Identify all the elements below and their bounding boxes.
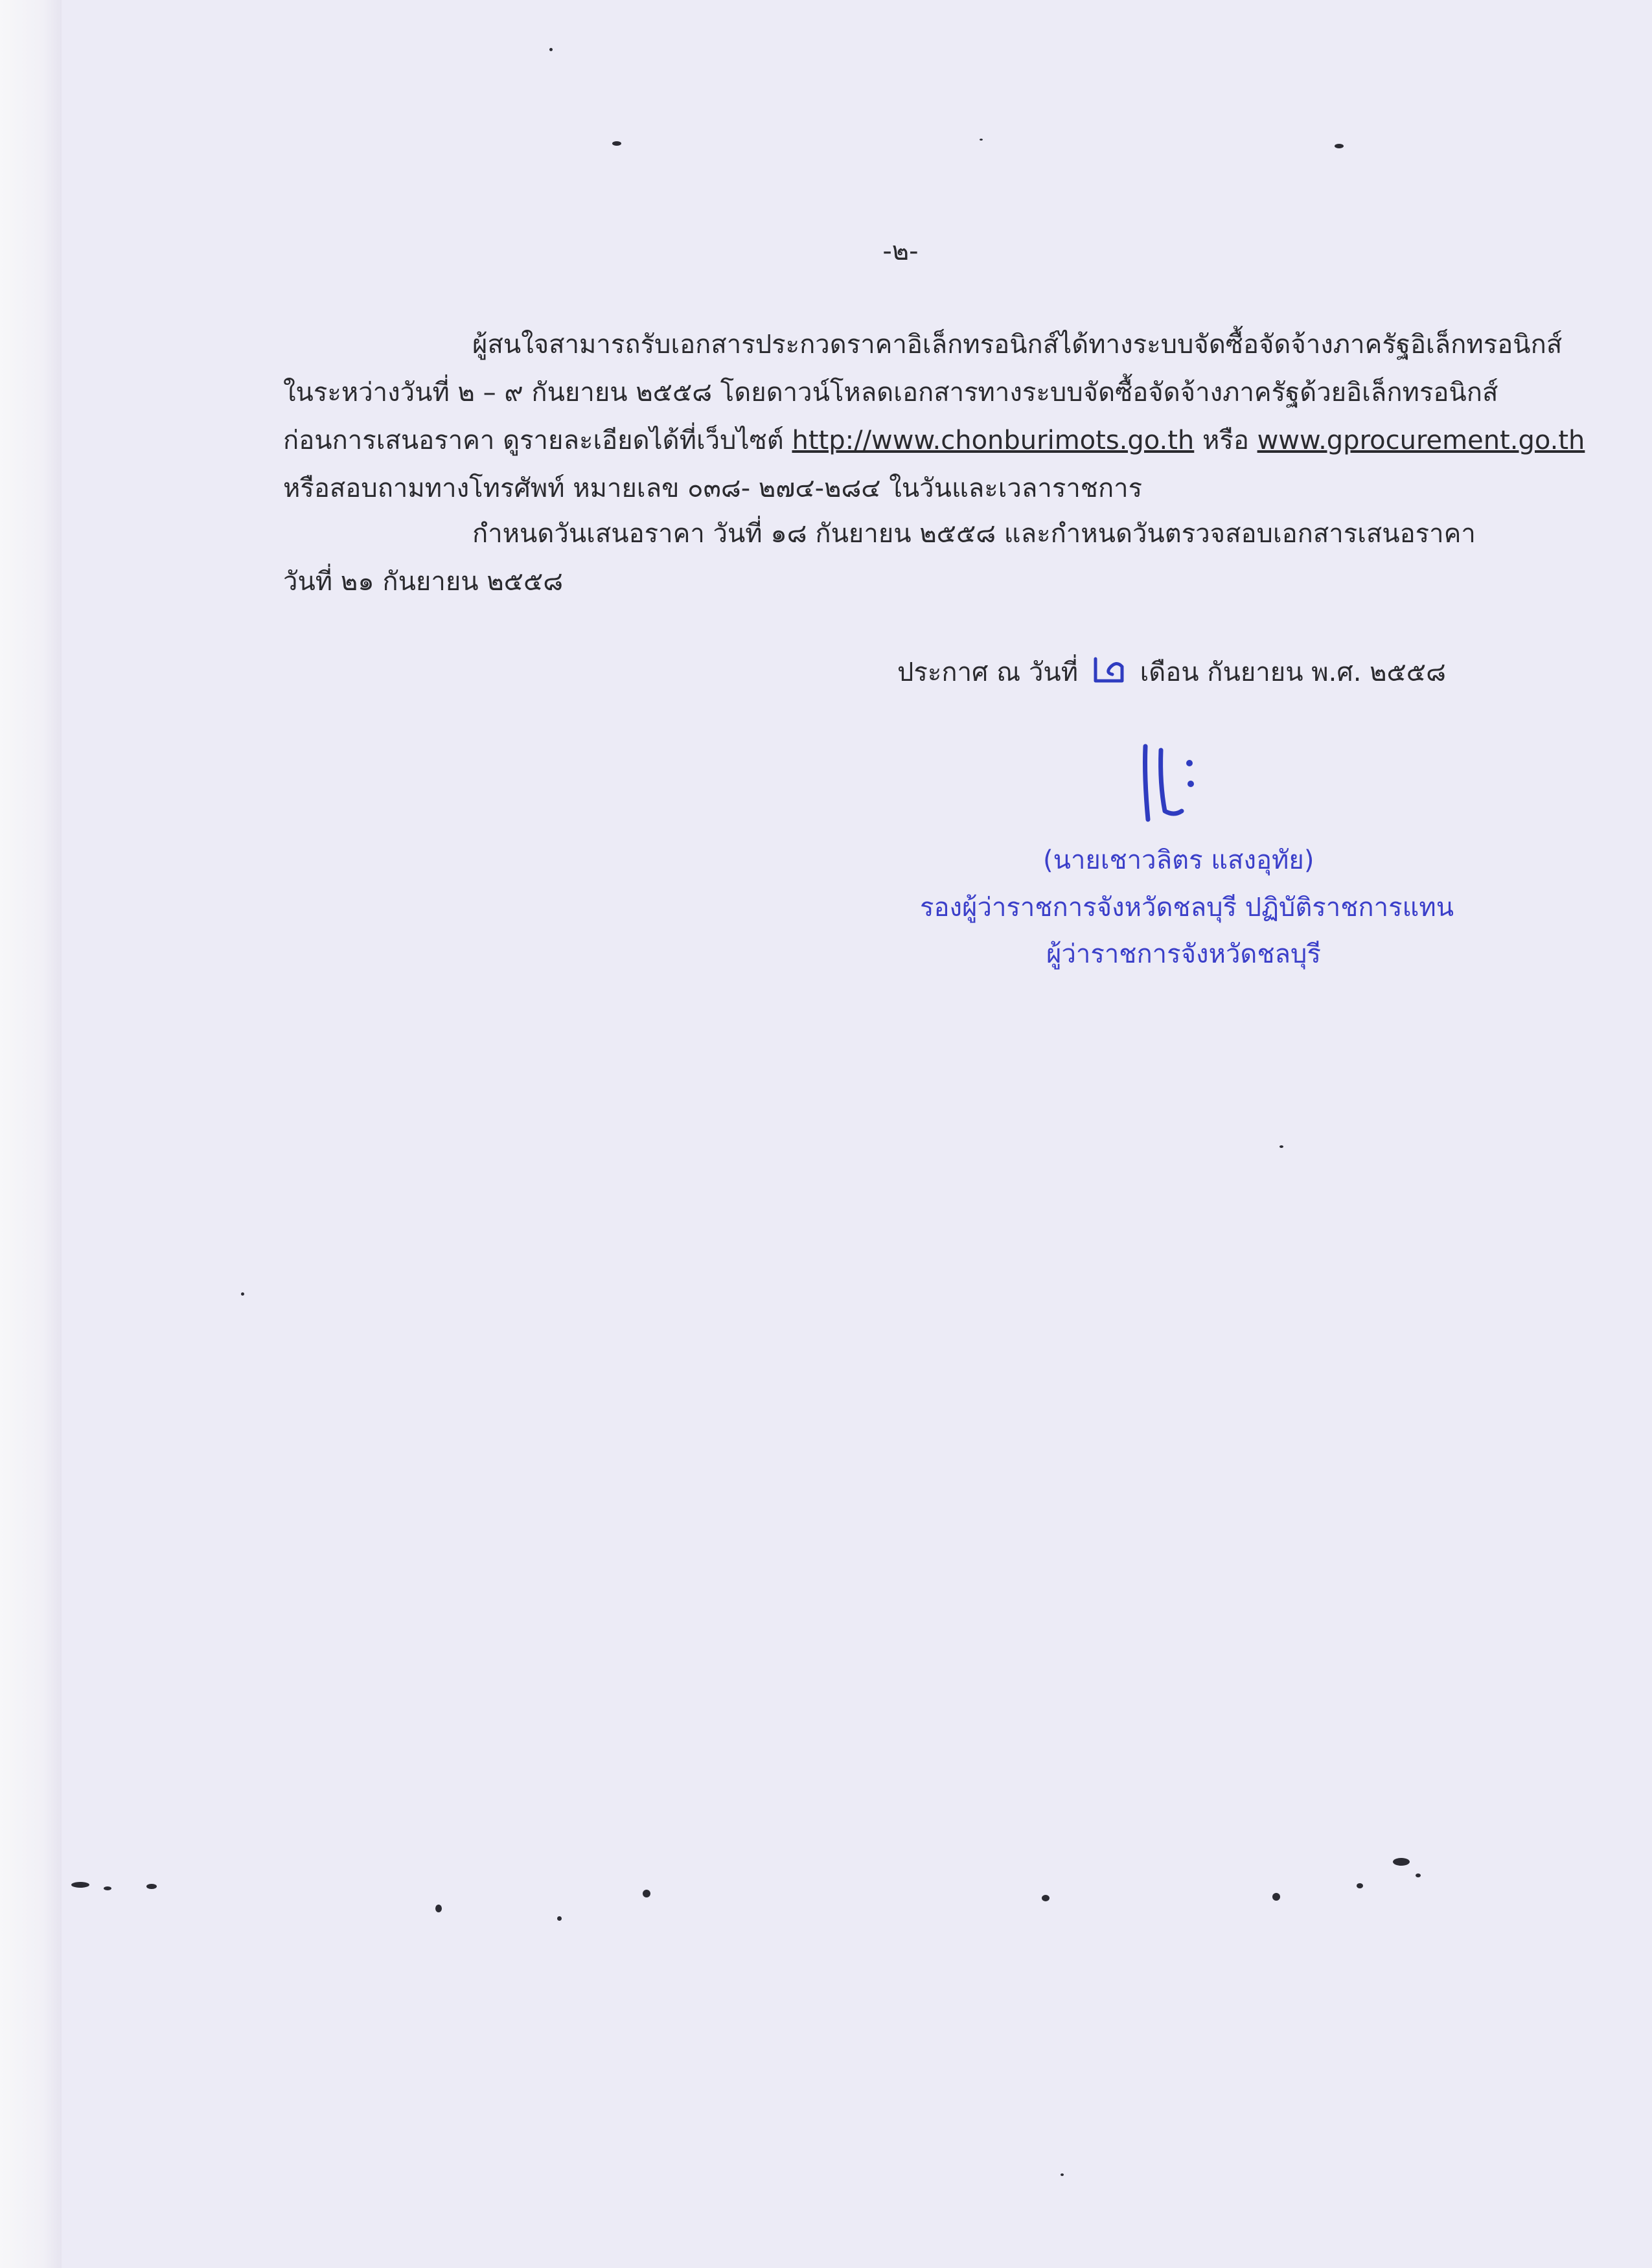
announcement-date-line — [897, 651, 1446, 693]
paragraph-1-line-2: ในระหว่างวันที่ ๒ – ๙ กันยายน ๒๕๕๘ โดยดาวน์โหลดเอกสารทางระบบจัดซื้อจัดจ้างภาครัฐด้วยอิเล็กทรอนิกส์ — [283, 378, 1498, 407]
scan-speck — [643, 1890, 650, 1897]
scan-speck — [146, 1884, 157, 1889]
scan-speck — [104, 1886, 111, 1890]
paragraph-2-line-1: กำหนดวันเสนอราคา วันที่ ๑๘ กันยายน ๒๕๕๘ และกำหนดวันตรวจสอบเอกสารเสนอราคา — [472, 519, 1476, 549]
website-link-chonburimots[interactable]: http://www.chonburimots.go.th — [792, 426, 1195, 455]
scan-speck — [1357, 1883, 1363, 1888]
announcement-suffix: เดือน กันยายน พ.ศ. ๒๕๕๘ — [1140, 658, 1446, 687]
scan-speck — [1272, 1893, 1280, 1901]
scan-speck — [1335, 144, 1344, 148]
scan-speck — [612, 141, 621, 146]
scan-speck — [435, 1905, 442, 1912]
scan-speck — [980, 139, 983, 141]
paragraph-1-line-3-prefix: ก่อนการเสนอราคา ดูรายละเอียดได้ที่เว็บไซต์ — [283, 426, 792, 455]
signatory-title-line-2: ผู้ว่าราชการจังหวัดชลบุรี — [1046, 939, 1321, 969]
scan-speck — [557, 1916, 562, 1921]
announcement-prefix: ประกาศ ณ วันที่ — [897, 658, 1086, 687]
website-link-gprocurement[interactable]: www.gprocurement.go.th — [1257, 426, 1585, 455]
scan-speck — [1042, 1895, 1050, 1901]
paragraph-1-line-3 — [283, 417, 1585, 464]
signatory-title-line-1: รองผู้ว่าราชการจังหวัดชลบุรี ปฏิบัติราชการแทน — [920, 893, 1454, 922]
scan-speck — [1279, 1145, 1283, 1148]
paragraph-1-line-1: ผู้สนใจสามารถรับเอกสารประกวดราคาอิเล็กทรอนิกส์ได้ทางระบบจัดซื้อจัดจ้างภาครัฐอิเล็กทรอนิกส์ — [472, 330, 1563, 360]
paragraph-1-line-4: หรือสอบถามทางโทรศัพท์ หมายเลข ๐๓๘- ๒๗๔-๒๘๔ ในวันและเวลาราชการ — [283, 474, 1143, 503]
scan-speck — [241, 1292, 244, 1296]
scan-speck — [71, 1882, 89, 1888]
page-number: -๒- — [882, 236, 919, 266]
paragraph-1-line-3-middle: หรือ — [1194, 426, 1257, 455]
signatory-name: (นายเชาวลิตร แสงอุทัย) — [1043, 845, 1314, 875]
paragraph-1 — [283, 321, 1585, 512]
scan-speck — [1061, 2173, 1064, 2176]
scan-speck — [1393, 1858, 1410, 1866]
paragraph-2-line-2: วันที่ ๒๑ กันยายน ๒๕๕๘ — [283, 567, 564, 597]
scan-speck — [1416, 1873, 1421, 1877]
paragraph-2 — [283, 510, 1524, 606]
handwritten-signature — [1134, 739, 1205, 829]
scan-speck — [549, 48, 553, 51]
scan-left-margin — [0, 0, 62, 2268]
handwritten-day-mark — [1086, 655, 1132, 687]
